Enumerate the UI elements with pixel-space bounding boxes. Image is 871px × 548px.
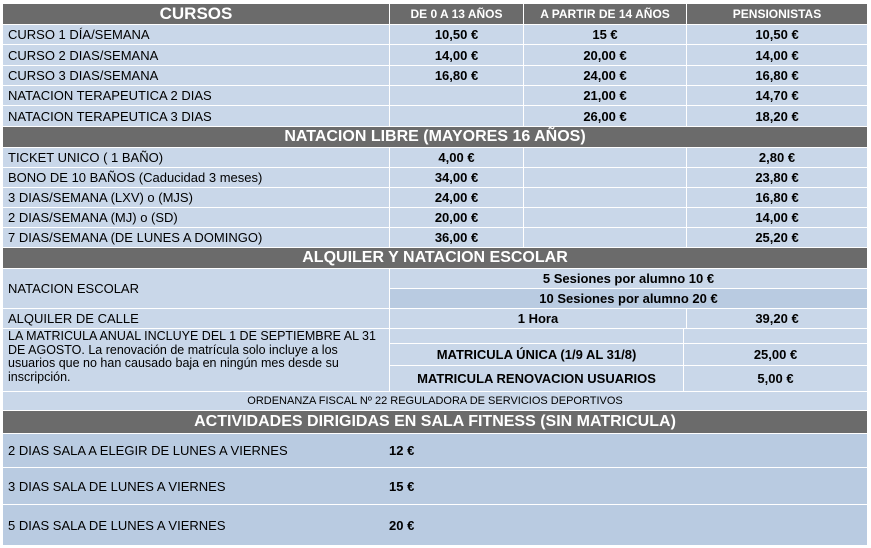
price-pensionistas: 14,70 € <box>755 88 799 103</box>
escolar-10-sesiones-cell <box>390 289 867 308</box>
natacion-escolar-label: NATACION ESCOLAR <box>8 281 139 296</box>
matricula-renovacion-price: 5,00 € <box>757 371 794 386</box>
matricula-renovacion-label: MATRICULA RENOVACION USUARIOS <box>417 371 656 386</box>
table-row <box>3 188 867 207</box>
libre-item-name: TICKET UNICO ( 1 BAÑO) <box>8 150 164 165</box>
ordenanza-text: ORDENANZA FISCAL Nº 22 REGULADORA DE SERVICIOS DEPORTIVOS <box>247 395 623 407</box>
libre-item-name: 7 DIAS/SEMANA (DE LUNES A DOMINGO) <box>8 230 263 245</box>
price-0-13: 16,80 € <box>434 68 479 83</box>
escolar-10-sesiones: 10 Sesiones por alumno 20 € <box>539 291 718 306</box>
price-pensionistas: 10,50 € <box>755 27 799 42</box>
price-14-plus: 20,00 € <box>583 47 627 63</box>
alquiler-calle-price: 39,20 € <box>755 311 799 326</box>
fitness-item-name: 2 DIAS SALA A ELEGIR DE LUNES A VIERNES <box>8 443 288 458</box>
course-name: CURSO 1 DÍA/SEMANA <box>8 27 150 42</box>
table-row <box>3 309 867 328</box>
libre-item-name: 2 DIAS/SEMANA (MJ) o (SD) <box>8 210 178 225</box>
matricula-unica-price: 25,00 € <box>753 347 798 362</box>
alquiler-header-row <box>3 248 867 268</box>
escolar-5-sesiones-cell <box>390 269 867 288</box>
table-row <box>3 505 867 545</box>
price-general: 4,00 € <box>438 150 475 165</box>
column-header-0-13: DE 0 A 13 AÑOS <box>410 7 503 21</box>
price-pensionistas: 14,00 € <box>755 210 799 225</box>
price-pensionistas: 2,80 € <box>758 150 796 165</box>
libre-header-row <box>3 127 867 147</box>
table-row <box>3 106 867 126</box>
alquiler-title: ALQUILER Y NATACION ESCOLAR <box>302 249 568 266</box>
matricula-blank-row <box>390 329 867 343</box>
table-row <box>3 148 867 167</box>
cursos-header-row <box>3 4 867 24</box>
price-pensionistas: 25,20 € <box>755 230 799 245</box>
natacion-escolar-label-cell <box>3 269 389 308</box>
fitness-item-name: 5 DIAS SALA DE LUNES A VIERNES <box>8 517 226 533</box>
fitness-item-name: 3 DIAS SALA DE LUNES A VIERNES <box>8 478 226 494</box>
matricula-note: LA MATRICULA ANUAL INCLUYE DEL 1 DE SEPTIEMBRE AL 31 DE AGOSTO. La renovación de matrícula solo incluye a los usuarios que no han causado baja en ningún mes desde su inscripción. <box>8 329 376 384</box>
price-0-13 <box>390 86 523 105</box>
alquiler-calle-label: ALQUILER DE CALLE <box>8 311 139 326</box>
cursos-title: CURSOS <box>159 4 233 23</box>
column-header-pensionistas: PENSIONISTAS <box>732 7 822 21</box>
libre-item-name: 3 DIAS/SEMANA (LXV) o (MJS) <box>8 190 193 205</box>
price-0-13: 14,00 € <box>434 47 479 63</box>
table-row <box>3 468 867 504</box>
table-row <box>3 25 867 44</box>
matricula-renovacion-row <box>390 366 867 391</box>
price-pensionistas: 14,00 € <box>755 47 799 63</box>
matricula-unica-label: MATRICULA ÚNICA (1/9 AL 31/8) <box>436 347 637 362</box>
course-name: CURSO 2 DIAS/SEMANA <box>8 47 159 63</box>
price-0-13 <box>390 106 523 126</box>
ordenanza-row <box>3 392 867 410</box>
table-row <box>3 66 867 85</box>
table-row <box>3 168 867 187</box>
matricula-unica-row <box>390 344 867 365</box>
price-14-plus: 24,00 € <box>583 68 627 83</box>
fitness-item-price: 15 € <box>389 478 415 494</box>
price-general: 36,00 € <box>434 230 479 245</box>
price-pensionistas: 16,80 € <box>755 68 799 83</box>
price-pensionistas: 23,80 € <box>755 170 799 185</box>
table-row <box>3 86 867 105</box>
course-name: CURSO 3 DIAS/SEMANA <box>8 68 159 83</box>
course-name: NATACION TERAPEUTICA 3 DIAS <box>8 108 212 124</box>
price-14-plus: 26,00 € <box>583 108 627 124</box>
libre-title: NATACION LIBRE (MAYORES 16 AÑOS) <box>284 128 586 145</box>
price-general: 20,00 € <box>434 210 479 225</box>
escolar-5-sesiones: 5 Sesiones por alumno 10 € <box>542 271 715 286</box>
table-row <box>3 45 867 65</box>
fitness-title: ACTIVIDADES DIRIGIDAS EN SALA FITNESS (SIN MATRICULA) <box>194 413 676 430</box>
price-0-13: 10,50 € <box>434 27 479 42</box>
fitness-item-price: 20 € <box>389 517 415 533</box>
matricula-note-cell <box>3 329 389 391</box>
column-header-14-plus: A PARTIR DE 14 AÑOS <box>540 7 670 21</box>
price-pensionistas: 16,80 € <box>755 190 799 205</box>
table-row <box>3 208 867 227</box>
course-name: NATACION TERAPEUTICA 2 DIAS <box>8 88 212 103</box>
fitness-item-price: 12 € <box>389 443 415 458</box>
price-14-plus: 21,00 € <box>583 88 627 103</box>
price-general: 34,00 € <box>434 170 479 185</box>
price-14-plus: 15 € <box>592 27 618 42</box>
libre-item-name: BONO DE 10 BAÑOS (Caducidad 3 meses) <box>8 170 263 185</box>
table-row <box>3 434 867 467</box>
price-general: 24,00 € <box>434 190 479 205</box>
alquiler-calle-unit: 1 Hora <box>517 311 559 326</box>
fitness-header-row <box>3 411 867 433</box>
price-pensionistas: 18,20 € <box>755 108 799 124</box>
table-row <box>3 228 867 247</box>
